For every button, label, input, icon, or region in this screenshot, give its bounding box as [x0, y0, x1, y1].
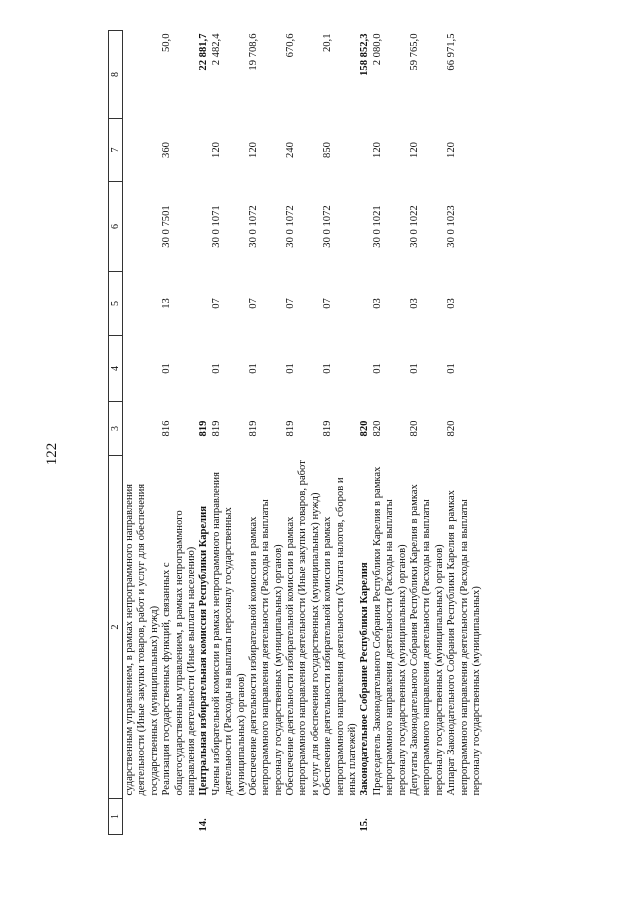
column-header: 4 [109, 336, 123, 402]
target-article-code: 30 0 1071 [210, 205, 222, 248]
column-header: 6 [109, 182, 123, 272]
target-article-code: 30 0 1072 [285, 205, 297, 248]
subsection-code: 07 [322, 298, 334, 309]
row-description: Обеспечение деятельности избирательной комиссии в рамках непрограммного направления деятельности (Иные закупки товаров, работ и услуг для обеспечения государственных (муниципальных) нужд) [285, 460, 321, 796]
table-row [446, 31, 483, 835]
subsection-code: 07 [247, 298, 259, 309]
row-description: Обеспечение деятельности избирательной комиссии в рамках непрограммного направления деятельности (Уплата налогов, сборов и иных платежей) [322, 477, 359, 796]
column-header: 8 [109, 31, 123, 119]
amount: 22 881,7 [198, 33, 210, 71]
ministry-code: 816 [161, 420, 173, 437]
table-row [409, 31, 446, 835]
expense-type-code: 120 [371, 142, 383, 158]
target-article-code [123, 182, 162, 272]
expense-type-code: 120 [408, 142, 420, 158]
expense-type-code: 120 [247, 142, 259, 158]
subsection-code: 03 [446, 298, 458, 309]
amount: 2 080,0 [371, 33, 383, 66]
subsection-code [123, 272, 162, 336]
column-header: 2 [109, 456, 123, 799]
amount: 59 765,0 [408, 33, 420, 71]
row-description: Обеспечение деятельности избирательной комиссии в рамках непрограммного направления деятельности (Расходы на выплаты персоналу государственных (муниципальных) органов) [247, 499, 284, 796]
amount: 158 852,3 [359, 33, 371, 76]
amount: 670,6 [285, 33, 297, 58]
subsection-code [359, 272, 371, 336]
table-row [123, 31, 162, 835]
row-number [211, 799, 248, 835]
expense-type-code: 240 [285, 142, 297, 158]
section-code: 01 [161, 363, 173, 374]
row-description: Законодательное Собрание Республики Карелия [359, 562, 371, 796]
row-number [285, 799, 322, 835]
row-number [161, 799, 198, 835]
expense-type-code: 850 [322, 142, 334, 158]
row-description: Председатель Законодательного Собрания Республики Карелия в рамках непрограммного направления деятельности (Расходы на выплаты персоналу государственных (муниципальных) органов) [371, 466, 408, 796]
section-code [123, 336, 162, 402]
amount: 2 482,4 [210, 33, 222, 66]
column-header: 1 [109, 799, 123, 835]
amount: 20,1 [322, 33, 334, 53]
subsection-code: 03 [371, 298, 383, 309]
expense-type-code: 120 [210, 142, 222, 158]
section-code: 01 [285, 363, 297, 374]
ministry-code: 819 [210, 420, 222, 437]
target-article-code: 30 0 7501 [161, 205, 173, 248]
amount: 50,0 [161, 33, 173, 53]
budget-table [108, 30, 483, 835]
amount: 19 708,6 [247, 33, 259, 71]
column-header: 3 [109, 402, 123, 456]
ministry-code: 820 [446, 420, 458, 437]
section-code: 01 [371, 363, 383, 374]
table-row [285, 31, 322, 835]
table-row [322, 31, 359, 835]
section-code: 01 [322, 363, 334, 374]
table-row [372, 31, 409, 835]
target-article-code: 30 0 1072 [322, 205, 334, 248]
ministry-code [123, 402, 162, 456]
row-description: Центральная избирательная комиссия Республики Карелия [198, 506, 210, 796]
amount: 66 971,5 [446, 33, 458, 71]
row-number [123, 799, 162, 835]
row-description: Депутаты Законодательного Собрания Республики Карелия в рамках непрограммного направления деятельности (Расходы на выплаты персоналу государственных (муниципальных) органов) [408, 484, 445, 796]
expense-type-code [123, 119, 162, 182]
target-article-code [198, 182, 210, 272]
subsection-code [198, 272, 210, 336]
ministry-code: 820 [359, 420, 371, 437]
expense-type-code [359, 119, 371, 182]
amount [123, 31, 162, 119]
row-description: сударственным управлением, в рамках непрограммного направления деятельности (Иные закупки товаров, работ и услуг для обеспечения государственных (муниципальных) нужд) [124, 483, 160, 796]
row-number [322, 799, 359, 835]
row-number [446, 799, 483, 835]
table-row [211, 31, 248, 835]
subsection-code: 13 [161, 298, 173, 309]
expense-type-code [198, 119, 210, 182]
section-code [198, 336, 210, 402]
ministry-code: 820 [408, 420, 420, 437]
row-number: 14. [198, 818, 210, 832]
target-article-code: 30 0 1022 [408, 205, 420, 248]
ministry-code: 819 [247, 420, 259, 437]
target-article-code [359, 182, 371, 272]
ministry-code: 819 [322, 420, 334, 437]
column-header: 7 [109, 119, 123, 182]
column-number-header [109, 31, 123, 835]
section-heading-row [359, 31, 371, 835]
row-number [372, 799, 409, 835]
table-row [248, 31, 285, 835]
section-code: 01 [210, 363, 222, 374]
ministry-code: 820 [371, 420, 383, 437]
expense-type-code: 360 [161, 142, 173, 158]
table-body [123, 31, 484, 835]
ministry-code: 819 [198, 420, 210, 437]
page-number: 122 [44, 442, 60, 466]
row-description: Реализация государственных функций, связанных с общегосударственным управлением, в рамках непрограммного направления деятельности (Иные выплаты населению) [161, 510, 197, 796]
target-article-code: 30 0 1023 [446, 205, 458, 248]
target-article-code: 30 0 1021 [371, 205, 383, 248]
section-code: 01 [247, 363, 259, 374]
table-row [161, 31, 198, 835]
row-number: 15. [359, 818, 371, 832]
ministry-code: 819 [285, 420, 297, 437]
section-code: 01 [408, 363, 420, 374]
section-code [359, 336, 371, 402]
expense-type-code: 120 [446, 142, 458, 158]
subsection-code: 07 [285, 298, 297, 309]
row-description: Аппарат Законодательного Собрания Республики Карелия в рамках непрограммного направления деятельности (Расходы на выплаты персоналу государственных (муниципальных) [446, 490, 482, 796]
section-code: 01 [446, 363, 458, 374]
subsection-code: 07 [210, 298, 222, 309]
section-heading-row [198, 31, 210, 835]
subsection-code: 03 [408, 298, 420, 309]
row-description: Члены избирательной комиссии в рамках непрограммного направления деятельности (Расходы на выплаты персоналу государственных (муниципальных) органов) [210, 472, 247, 796]
column-header: 5 [109, 272, 123, 336]
target-article-code: 30 0 1072 [247, 205, 259, 248]
row-number [409, 799, 446, 835]
rotated-table-container [108, 31, 608, 835]
row-number [248, 799, 285, 835]
